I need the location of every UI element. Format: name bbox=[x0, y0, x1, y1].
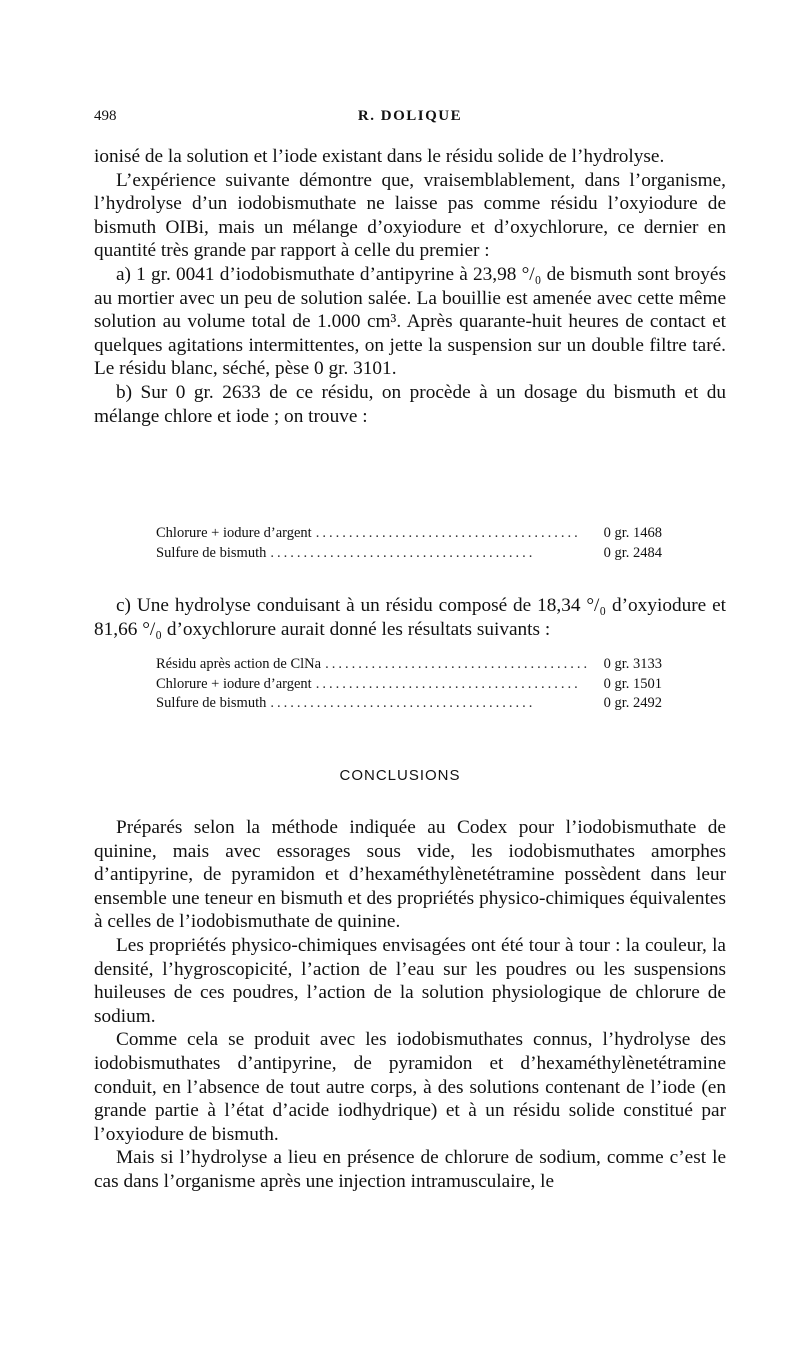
table-row bbox=[156, 544, 662, 564]
paragraph-experience: L’expérience suivante démontre que, vraisemblablement, dans l’organisme, l’hydrolyse d’un iodobismuthate ne laisse pas comme résidu l’oxyiodure de bismuth OIBi, mais un mélange d’oxyiodure et d’oxychlorure, ce dernier en quantité très grande par rapport à celle du premier : bbox=[94, 169, 726, 262]
paragraph-c: c) Une hydrolyse conduisant à un résidu composé de 18,34 °/₀ d’oxyiodure et 81,66 °/₀ d’oxychlorure aurait donné les résultats suivants : bbox=[94, 595, 726, 640]
body-text-mid bbox=[94, 594, 726, 641]
page-header bbox=[94, 108, 726, 130]
paragraph-b: b) Sur 0 gr. 2633 de ce résidu, on procède à un dosage du bismuth et du mélange chlore et iode ; on trouve : bbox=[94, 381, 726, 427]
running-head: R. DOLIQUE bbox=[357, 108, 463, 124]
conclusion-paragraph-2: Les propriétés physico-chimiques envisagées ont été tour à tour : la couleur, la densité, l’hygroscopicité, l’action de l’eau sur les poudres ou les suspensions huileuses de ces poudres, l’action de la solution physiologique de chlorure de sodium. bbox=[94, 934, 726, 1027]
table-row bbox=[156, 524, 662, 544]
row-label: Sulfure de bismuth bbox=[156, 695, 267, 711]
results-table-b bbox=[156, 524, 662, 563]
row-label: Chlorure + iodure d’argent bbox=[156, 675, 312, 692]
row-value: 0 gr. 2484 bbox=[603, 544, 662, 561]
row-label: Résidu après action de ClNa bbox=[156, 656, 322, 672]
table-row bbox=[156, 655, 662, 675]
table-row bbox=[156, 694, 662, 714]
row-label: Sulfure de bismuth bbox=[156, 544, 267, 561]
body-text-top bbox=[94, 145, 726, 428]
row-value: 0 gr. 3133 bbox=[603, 656, 662, 672]
paragraph-continuation: ionisé de la solution et l’iode existant dans le résidu solide de l’hydrolyse. bbox=[94, 146, 665, 167]
section-title: CONCLUSIONS bbox=[339, 767, 461, 784]
row-value: 0 gr. 2492 bbox=[603, 695, 662, 711]
conclusion-paragraph-4: Mais si l’hydrolyse a lieu en présence de chlorure de sodium, comme c’est le cas dans l’organisme après une injection intramusculaire, le bbox=[94, 1147, 726, 1192]
leader-dots: ........................................ bbox=[325, 656, 591, 672]
results-table-c bbox=[156, 655, 662, 714]
table-row bbox=[156, 675, 662, 695]
leader-dots: ........................................ bbox=[315, 675, 581, 692]
conclusion-paragraph-1: Préparés selon la méthode indiquée au Codex pour l’iodobismuthate de quinine, mais avec essorages sous vide, les iodobismuthates amorphes d’antipyrine, de pyramidon et d’hexaméthylènetétramine possèdent dans leur ensemble une teneur en bismuth et des propriétés physico-chimiques équivalentes à celles de l’iodobismuthate de quinine. bbox=[94, 817, 726, 933]
row-label: Chlorure + iodure d’argent bbox=[156, 525, 312, 541]
conclusion-paragraph-3: Comme cela se produit avec les iodobismuthates connus, l’hydrolyse des iodobismuthates d’antipyrine, de pyramidon et d’hexaméthylènetétramine conduit, en l’absence de tout autre corps, à des solutions contenant de l’iode (en grande partie à l’état d’acide iodhydrique) et à un résidu solide constitué par l’oxyiodure de bismuth. bbox=[94, 1029, 726, 1145]
row-value: 0 gr. 1468 bbox=[603, 525, 662, 541]
paragraph-a: a) 1 gr. 0041 d’iodobismuthate d’antipyrine à 23,98 °/₀ de bismuth sont broyés au mortier avec un peu de solution salée. La bouillie est amenée avec cette même solution au volume total de 1.000 cm³. Après quarante-huit heures de contact et quelques agitations intermittentes, on jette la suspension sur un double filtre taré. Le résidu blanc, séché, pèse 0 gr. 3101. bbox=[94, 263, 726, 380]
conclusions-text bbox=[94, 816, 726, 1194]
leader-dots: ........................................ bbox=[315, 525, 581, 541]
page-number: 498 bbox=[94, 108, 117, 124]
leader-dots: ........................................ bbox=[270, 544, 536, 561]
row-value: 0 gr. 1501 bbox=[603, 675, 662, 692]
leader-dots: ........................................ bbox=[270, 695, 536, 711]
